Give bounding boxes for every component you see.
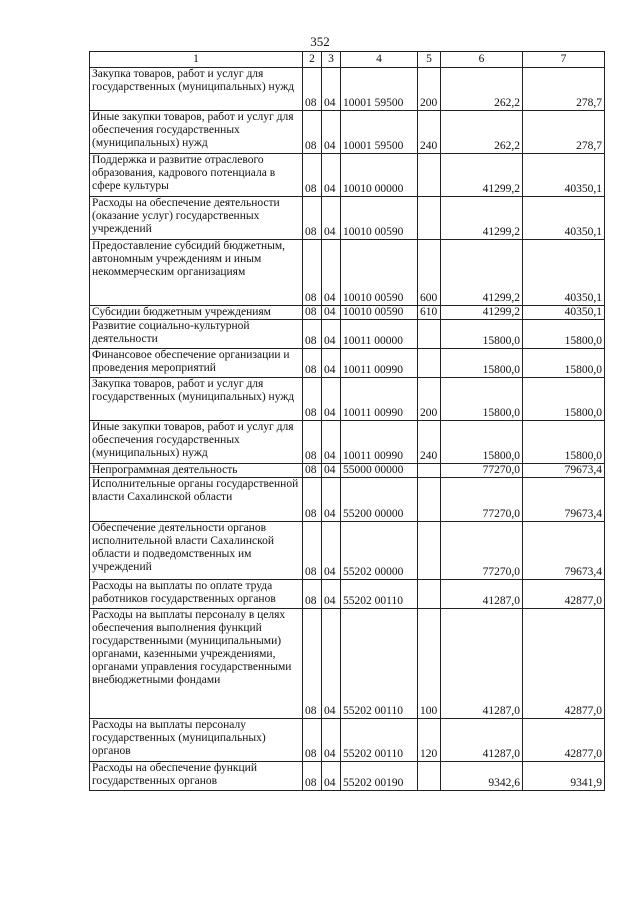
expense-type-code: 240 [418,111,441,154]
section-code: 08 [303,580,322,609]
amount-col7: 79673,4 [523,478,605,522]
subsection-code: 04 [322,240,341,306]
header-cell: 2 [303,52,322,68]
expense-type-code [418,154,441,197]
amount-col7: 40350,1 [523,240,605,306]
target-article-code: 10001 59500 [341,68,418,111]
subsection-code: 04 [322,580,341,609]
table-row [90,478,605,522]
table-row [90,719,605,762]
amount-col6: 77270,0 [441,522,523,580]
table-row [90,609,605,719]
amount-col6: 9342,6 [441,762,523,791]
table-row [90,349,605,378]
subsection-code: 04 [322,609,341,719]
header-cell: 3 [322,52,341,68]
section-code: 08 [303,320,322,349]
amount-col6: 15800,0 [441,349,523,378]
target-article-code: 10010 00590 [341,306,418,320]
item-name: Непрограммная деятельность [90,464,303,478]
target-article-code: 10011 00990 [341,349,418,378]
expense-type-code [418,478,441,522]
table-row [90,522,605,580]
section-code: 08 [303,762,322,791]
header-cell: 1 [90,52,303,68]
subsection-code: 04 [322,349,341,378]
target-article-code: 55202 00110 [341,609,418,719]
amount-col6: 41287,0 [441,609,523,719]
amount-col6: 262,2 [441,111,523,154]
item-name: Закупка товаров, работ и услуг для государственных (муниципальных) нужд [90,378,303,421]
subsection-code: 04 [322,378,341,421]
subsection-code: 04 [322,320,341,349]
target-article-code: 55000 00000 [341,464,418,478]
target-article-code: 10011 00990 [341,421,418,464]
item-name: Поддержка и развитие отраслевого образования, кадрового потенциала в сфере культуры [90,154,303,197]
amount-col7: 42877,0 [523,609,605,719]
amount-col7: 278,7 [523,111,605,154]
subsection-code: 04 [322,68,341,111]
expense-type-code [418,580,441,609]
item-name: Расходы на выплаты персоналу в целях обеспечения выполнения функций государственными (муниципальными) органами, казенными учреждениями, органами управления государственными внебюджетными фондами [90,609,303,719]
amount-col7: 15800,0 [523,320,605,349]
target-article-code: 10010 00000 [341,154,418,197]
amount-col7: 40350,1 [523,154,605,197]
target-article-code: 55202 00110 [341,580,418,609]
section-code: 08 [303,421,322,464]
amount-col7: 42877,0 [523,580,605,609]
subsection-code: 04 [322,111,341,154]
amount-col6: 262,2 [441,68,523,111]
amount-col7: 79673,4 [523,464,605,478]
header-cell: 4 [341,52,418,68]
table-body [90,52,605,791]
item-name: Закупка товаров, работ и услуг для государственных (муниципальных) нужд [90,68,303,111]
amount-col6: 41299,2 [441,197,523,240]
table-row [90,378,605,421]
expense-type-code: 200 [418,68,441,111]
table-row [90,154,605,197]
item-name: Исполнительные органы государственной власти Сахалинской области [90,478,303,522]
subsection-code: 04 [322,306,341,320]
subsection-code: 04 [322,719,341,762]
target-article-code: 55202 00190 [341,762,418,791]
header-cell: 7 [523,52,605,68]
header-cell: 6 [441,52,523,68]
expense-type-code: 200 [418,378,441,421]
subsection-code: 04 [322,464,341,478]
expense-type-code [418,464,441,478]
section-code: 08 [303,154,322,197]
amount-col6: 41299,2 [441,154,523,197]
expense-type-code: 120 [418,719,441,762]
section-code: 08 [303,464,322,478]
table-row [90,240,605,306]
target-article-code: 10001 59500 [341,111,418,154]
amount-col7: 42877,0 [523,719,605,762]
expense-type-code: 100 [418,609,441,719]
expense-type-code [418,762,441,791]
amount-col7: 278,7 [523,68,605,111]
expense-type-code: 240 [418,421,441,464]
section-code: 08 [303,111,322,154]
target-article-code: 55202 00110 [341,719,418,762]
target-article-code: 10010 00590 [341,240,418,306]
item-name: Иные закупки товаров, работ и услуг для обеспечения государственных (муниципальных) нужд [90,421,303,464]
expense-type-code [418,320,441,349]
section-code: 08 [303,478,322,522]
table-row [90,111,605,154]
amount-col6: 41287,0 [441,719,523,762]
subsection-code: 04 [322,762,341,791]
subsection-code: 04 [322,154,341,197]
table-row [90,464,605,478]
section-code: 08 [303,719,322,762]
target-article-code: 10010 00590 [341,197,418,240]
expense-type-code: 610 [418,306,441,320]
amount-col7: 40350,1 [523,197,605,240]
subsection-code: 04 [322,421,341,464]
section-code: 08 [303,68,322,111]
section-code: 08 [303,378,322,421]
table-row [90,580,605,609]
expense-type-code [418,349,441,378]
subsection-code: 04 [322,522,341,580]
section-code: 08 [303,609,322,719]
amount-col7: 9341,9 [523,762,605,791]
budget-table [89,51,605,791]
amount-col6: 15800,0 [441,421,523,464]
item-name: Расходы на выплаты по оплате труда работников государственных органов [90,580,303,609]
amount-col7: 15800,0 [523,349,605,378]
item-name: Обеспечение деятельности органов исполнительной власти Сахалинской области и подведомственных им учреждений [90,522,303,580]
item-name: Предоставление субсидий бюджетным, автономным учреждениям и иным некоммерческим организациям [90,240,303,306]
section-code: 08 [303,349,322,378]
item-name: Расходы на выплаты персоналу государственных (муниципальных) органов [90,719,303,762]
section-code: 08 [303,522,322,580]
expense-type-code [418,522,441,580]
item-name: Финансовое обеспечение организации и проведения мероприятий [90,349,303,378]
amount-col7: 15800,0 [523,378,605,421]
table-row [90,320,605,349]
expense-type-code [418,197,441,240]
subsection-code: 04 [322,197,341,240]
table-row [90,68,605,111]
amount-col6: 15800,0 [441,320,523,349]
item-name: Субсидии бюджетным учреждениям [90,306,303,320]
amount-col6: 41299,2 [441,240,523,306]
header-cell: 5 [418,52,441,68]
amount-col7: 15800,0 [523,421,605,464]
amount-col6: 41287,0 [441,580,523,609]
target-article-code: 55202 00000 [341,522,418,580]
amount-col6: 15800,0 [441,378,523,421]
table-row [90,197,605,240]
item-name: Иные закупки товаров, работ и услуг для обеспечения государственных (муниципальных) нужд [90,111,303,154]
target-article-code: 10011 00990 [341,378,418,421]
amount-col6: 77270,0 [441,464,523,478]
table-row [90,421,605,464]
subsection-code: 04 [322,478,341,522]
expense-type-code: 600 [418,240,441,306]
amount-col7: 79673,4 [523,522,605,580]
table-row [90,306,605,320]
page-number: 352 [310,34,330,49]
target-article-code: 55200 00000 [341,478,418,522]
section-code: 08 [303,240,322,306]
section-code: 08 [303,306,322,320]
amount-col6: 77270,0 [441,478,523,522]
section-code: 08 [303,197,322,240]
target-article-code: 10011 00000 [341,320,418,349]
header-row [90,52,605,68]
amount-col6: 41299,2 [441,306,523,320]
item-name: Расходы на обеспечение деятельности (оказание услуг) государственных учреждений [90,197,303,240]
item-name: Расходы на обеспечение функций государственных органов [90,762,303,791]
amount-col7: 40350,1 [523,306,605,320]
item-name: Развитие социально-культурной деятельности [90,320,303,349]
table-row [90,762,605,791]
